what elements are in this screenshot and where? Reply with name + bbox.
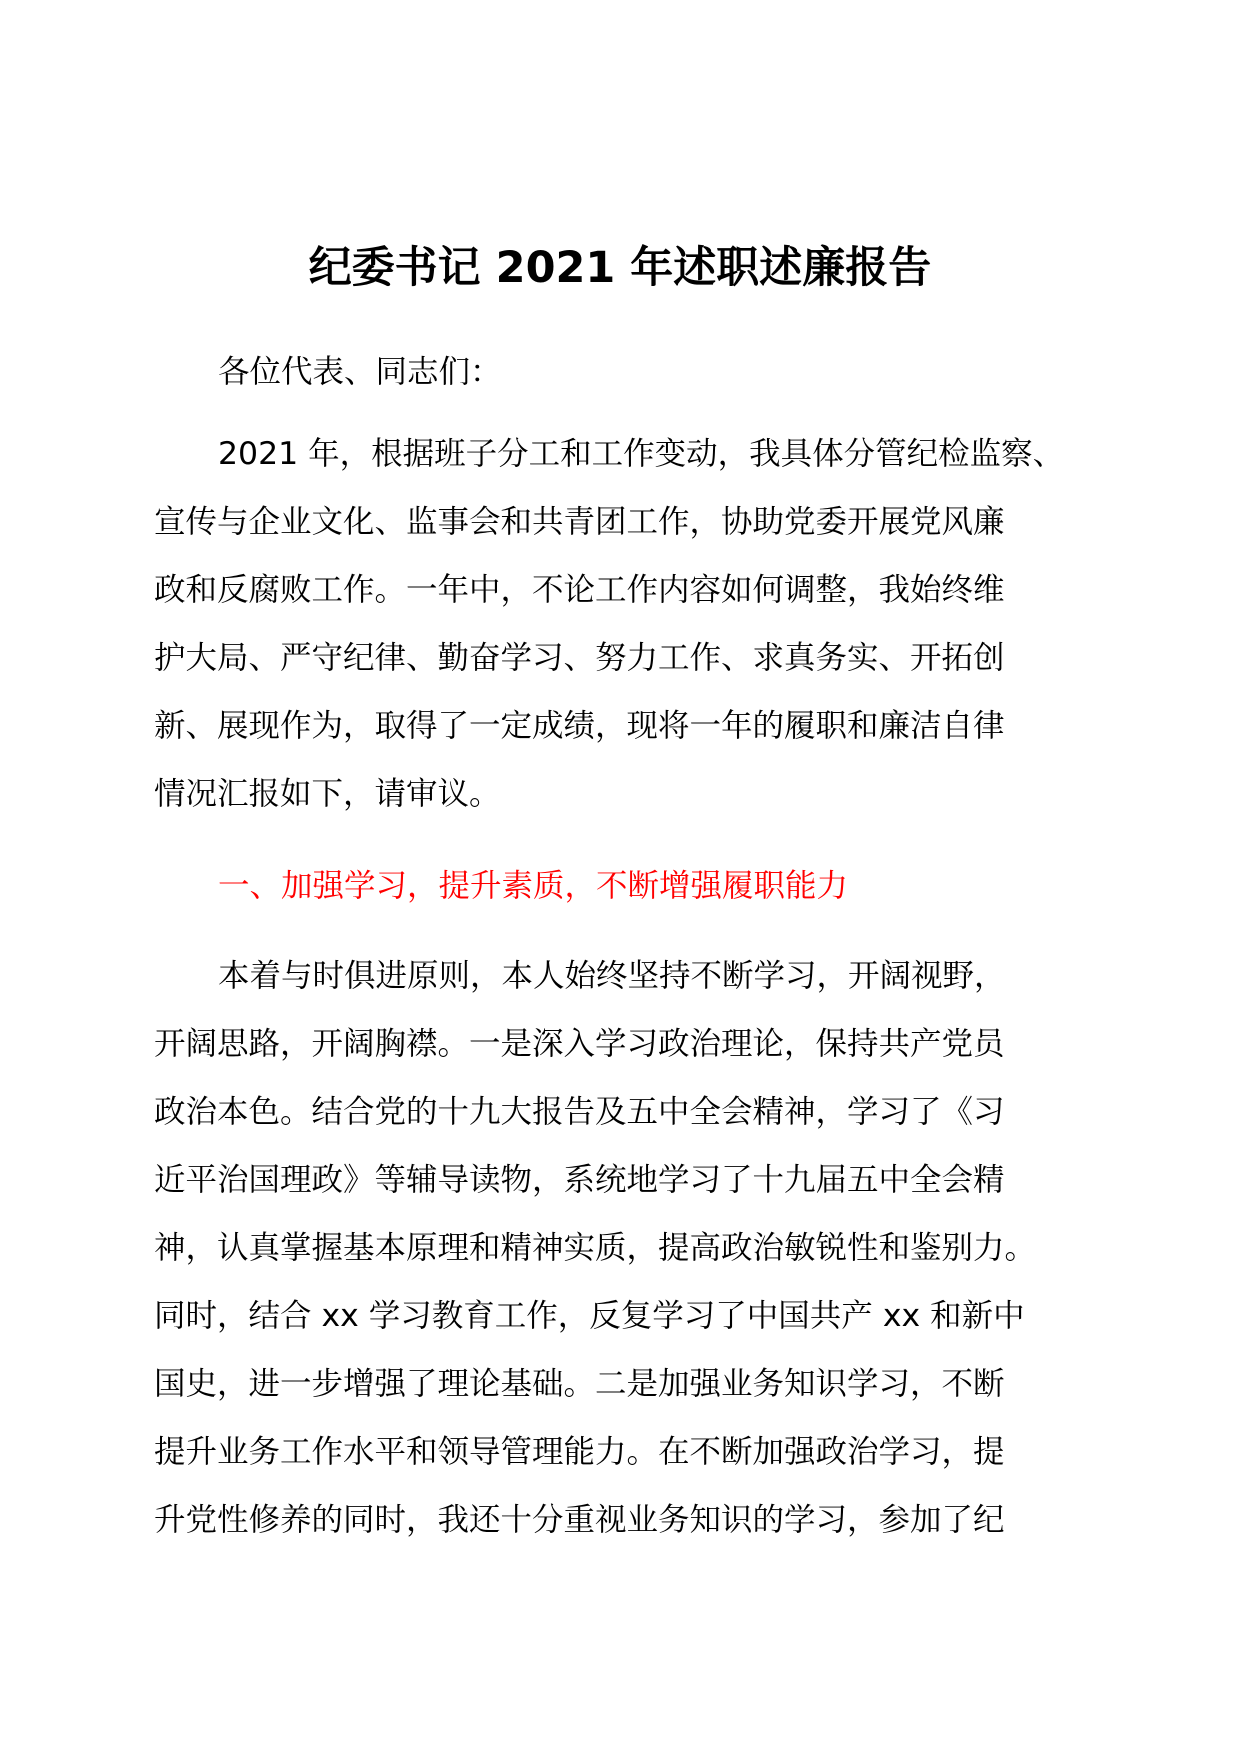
paragraph-line: 政和反腐败工作。一年中，不论工作内容如何调整，我始终维 [154, 572, 1005, 608]
salutation [154, 338, 1106, 406]
salutation-line: 各位代表、同志们： [218, 354, 502, 390]
paragraph-line: 本着与时俱进原则，本人始终坚持不断学习，开阔视野， [218, 958, 1006, 994]
paragraph-line: 近平治国理政》等辅导读物，系统地学习了十九届五中全会精 [154, 1162, 1005, 1198]
paragraph-line: 开阔思路，开阔胸襟。一是深入学习政治理论，保持共产党员 [154, 1026, 1005, 1062]
paragraph-line: 情况汇报如下，请审议。 [154, 776, 501, 812]
paragraph-study [154, 942, 1106, 1554]
paragraph-line: 同时，结合 xx 学习教育工作，反复学习了中国共产 xx 和新中 [154, 1298, 1025, 1334]
paragraph-line: 神，认真掌握基本原理和精神实质，提高政治敏锐性和鉴别力。 [154, 1230, 1037, 1266]
paragraph-line: 升党性修养的同时，我还十分重视业务知识的学习，参加了纪 [154, 1502, 1005, 1538]
paragraph-line: 政治本色。结合党的十九大报告及五中全会精神，学习了《习 [154, 1094, 1005, 1130]
document-title: 纪委书记 2021 年述职述廉报告 [308, 243, 932, 293]
section-heading [154, 852, 1106, 920]
paragraph-intro [154, 420, 1106, 828]
paragraph-line: 新、展现作为，取得了一定成绩，现将一年的履职和廉洁自律 [154, 708, 1005, 744]
paragraph-line: 提升业务工作水平和领导管理能力。在不断加强政治学习，提 [154, 1434, 1005, 1470]
paragraph-line: 护大局、严守纪律、勤奋学习、努力工作、求真务实、开拓创 [154, 640, 1005, 676]
section-heading-text: 一、加强学习，提升素质，不断增强履职能力 [218, 868, 849, 904]
paragraph-line: 宣传与企业文化、监事会和共青团工作，协助党委开展党风廉 [154, 504, 1005, 540]
paragraph-line: 2021 年，根据班子分工和工作变动，我具体分管纪检监察、 [218, 436, 1065, 472]
paragraph-line: 国史，进一步增强了理论基础。二是加强业务知识学习，不断 [154, 1366, 1005, 1402]
